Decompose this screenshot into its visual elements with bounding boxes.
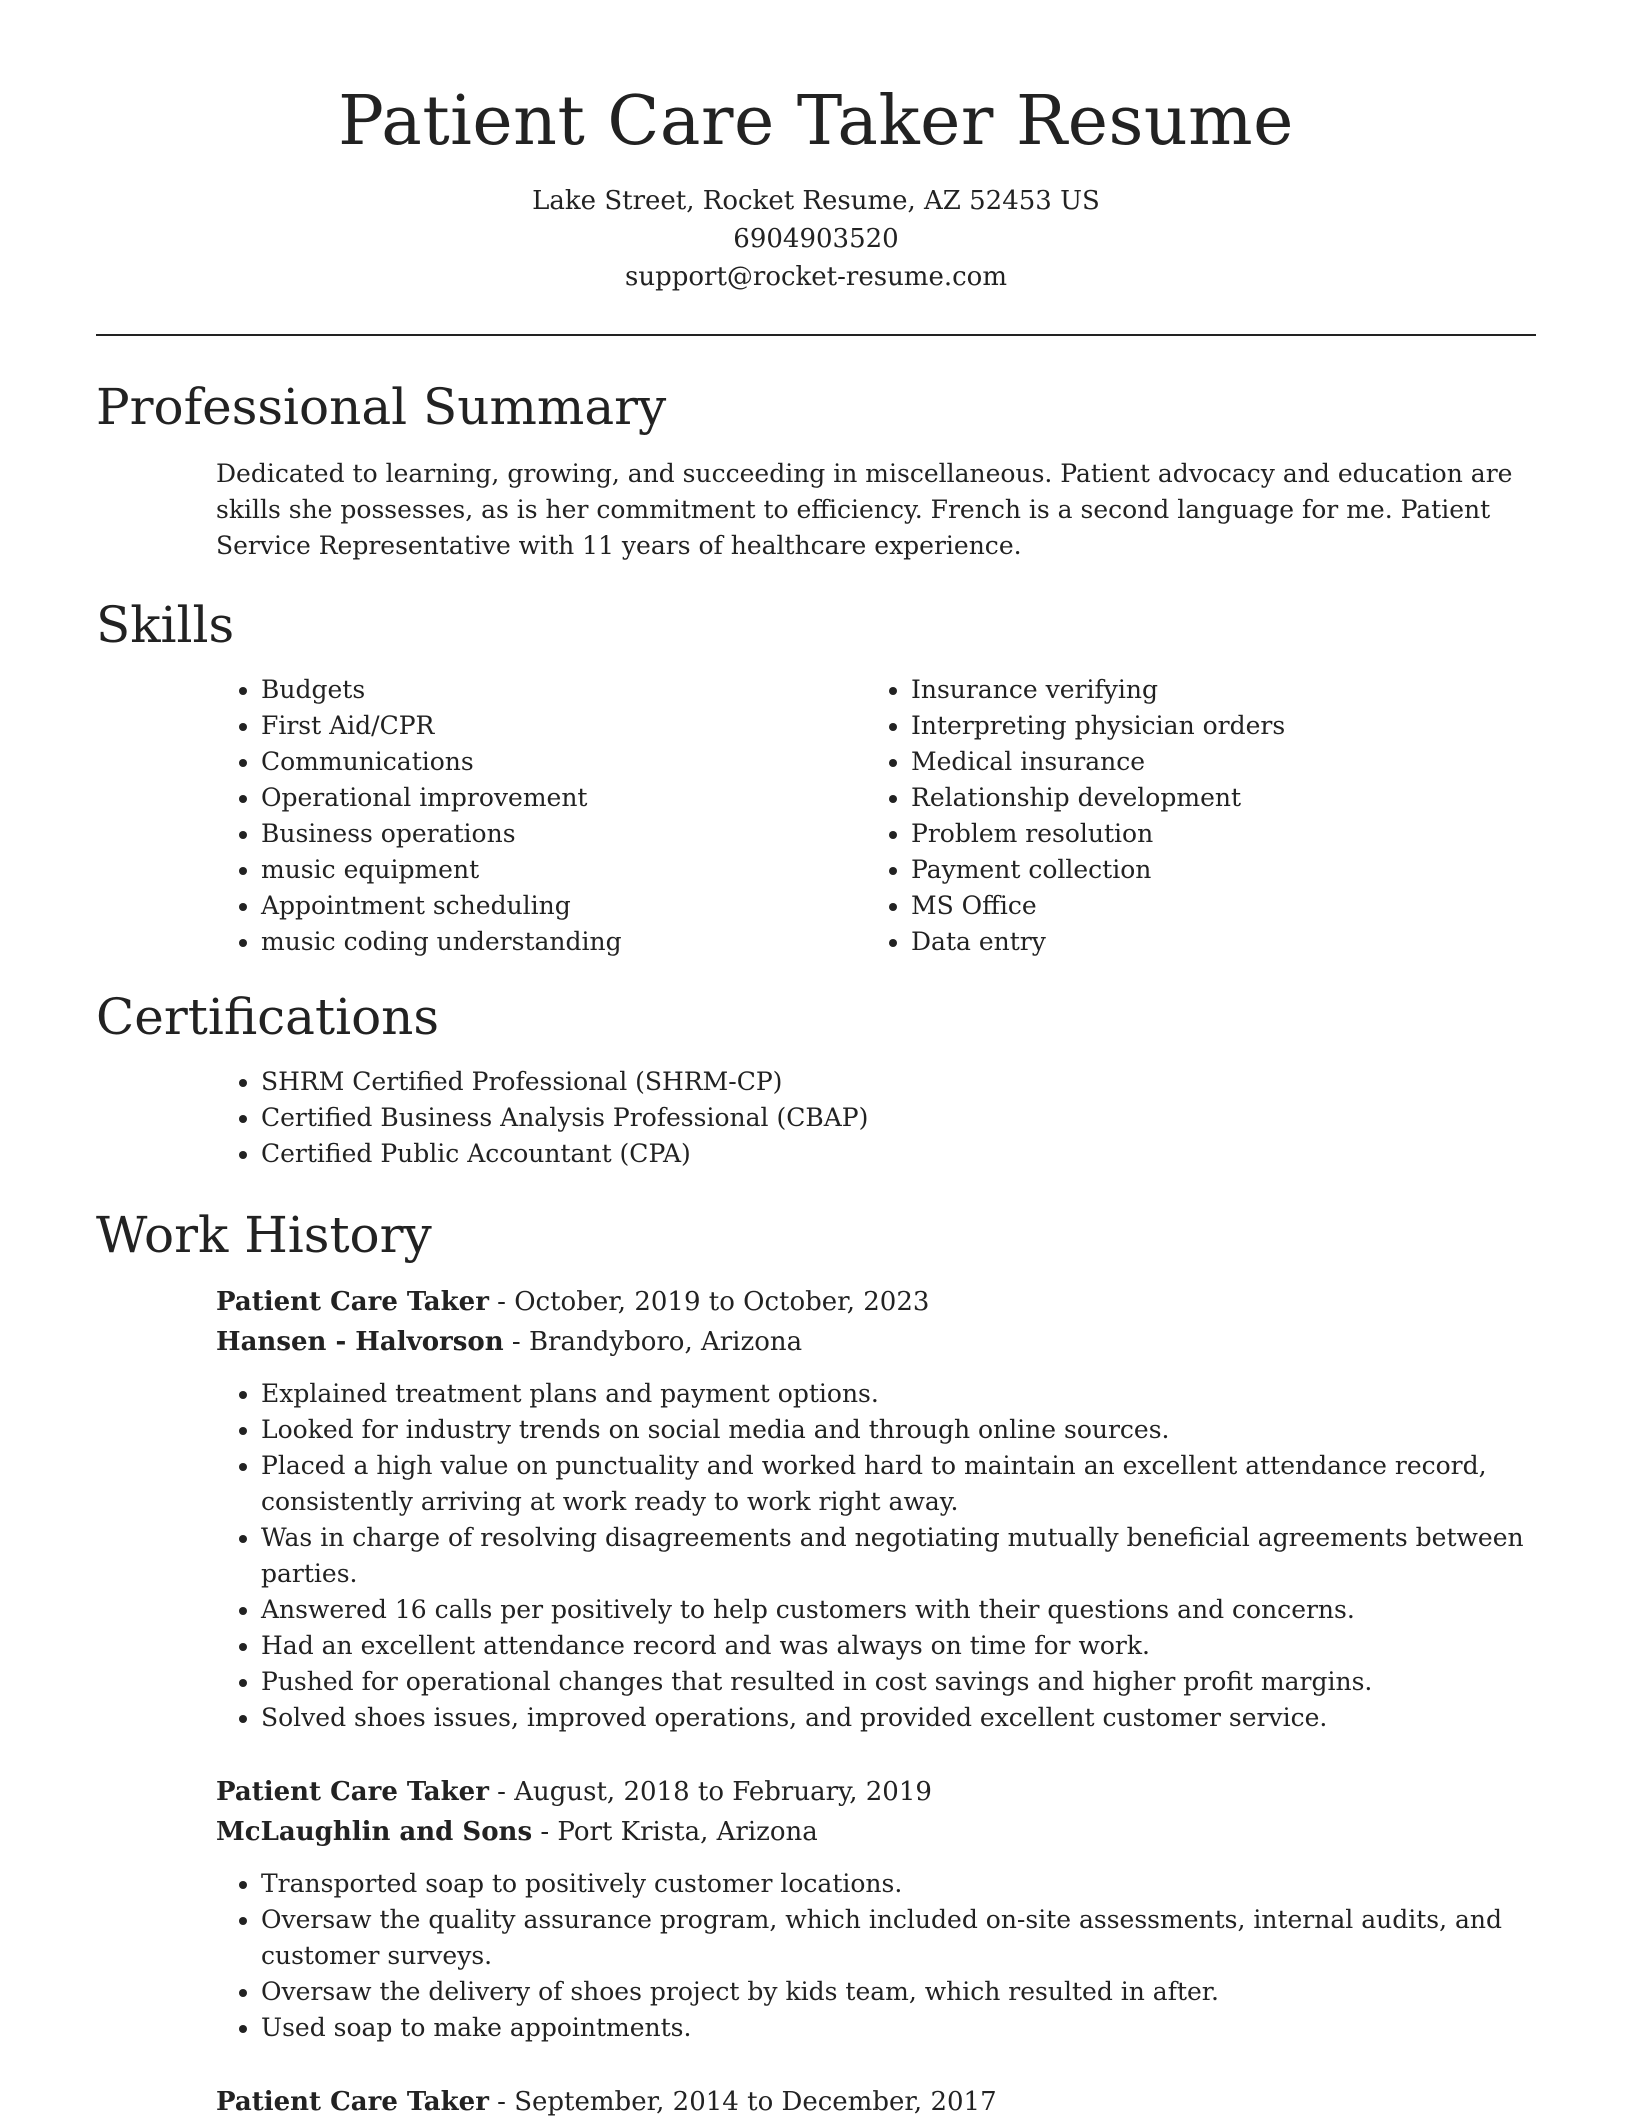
contact-phone: 6904903520 <box>733 224 899 254</box>
skill-item: • MS Office <box>911 888 1396 924</box>
summary-section <box>96 378 1536 564</box>
separator: - <box>488 1777 515 1807</box>
job-bullet: • Explained treatment plans and payment options. <box>261 1376 1536 1412</box>
skill-item: • Interpreting physician orders <box>911 708 1396 744</box>
job-company-line <box>216 1812 1536 1852</box>
job-bullet: • Oversaw the delivery of shoes project by kids team, which resulted in after. <box>261 1974 1536 2010</box>
resume-header <box>96 0 1536 296</box>
skill-item: • Operational improvement <box>261 780 746 816</box>
job-entry <box>216 1772 1536 2046</box>
certifications-list <box>261 1064 1536 1172</box>
job-title: Patient Care Taker <box>216 2087 489 2117</box>
contact-email: support@rocket-resume.com <box>624 262 1007 292</box>
skill-item: • Insurance verifying <box>911 672 1396 708</box>
separator: - <box>488 2087 515 2117</box>
job-bullets <box>261 1376 1536 1736</box>
skill-item: • First Aid/CPR <box>261 708 746 744</box>
skills-list-right <box>911 672 1396 960</box>
summary-heading: Professional Summary <box>96 378 667 436</box>
resume-page <box>96 0 1536 2122</box>
job-bullet: • Pushed for operational changes that resulted in cost savings and higher profit margins. <box>261 1664 1536 1700</box>
job-bullet: • Solved shoes issues, improved operations, and provided excellent customer service. <box>261 1700 1536 1736</box>
work-history-section <box>96 1206 1536 2122</box>
job-bullet: • Oversaw the quality assurance program, which included on-site assessments, internal audits, and customer surveys. <box>261 1902 1536 1974</box>
separator: - <box>488 1287 515 1317</box>
job-bullet: • Answered 16 calls per positively to help customers with their questions and concerns. <box>261 1592 1536 1628</box>
skill-item: • Communications <box>261 744 746 780</box>
certifications-section <box>96 988 1536 1172</box>
job-bullet: • Had an excellent attendance record and was always on time for work. <box>261 1628 1536 1664</box>
job-entry <box>216 1282 1536 1736</box>
job-bullet: • Used soap to make appointments. <box>261 2010 1536 2046</box>
skill-item: • Problem resolution <box>911 816 1396 852</box>
skill-item: • Appointment scheduling <box>261 888 746 924</box>
job-title: Patient Care Taker <box>216 1287 489 1317</box>
job-company: Hansen - Halvorson <box>216 1327 504 1357</box>
job-title: Patient Care Taker <box>216 1777 489 1807</box>
separator: - <box>532 1817 558 1847</box>
job-title-line <box>216 1772 1536 1812</box>
certifications-heading: Certifications <box>96 988 440 1046</box>
certification-item: • Certified Public Accountant (CPA) <box>261 1136 1536 1172</box>
skills-section <box>96 596 1536 960</box>
job-entry <box>216 2082 1536 2122</box>
job-dates: October, 2019 to October, 2023 <box>514 1287 930 1317</box>
skill-item: • Budgets <box>261 672 746 708</box>
job-company: McLaughlin and Sons <box>216 1817 533 1847</box>
job-bullet: • Looked for industry trends on social media and through online sources. <box>261 1412 1536 1448</box>
skill-item: • music coding understanding <box>261 924 746 960</box>
resume-title: Patient Care Taker Resume <box>338 82 1294 161</box>
job-location: Port Krista, Arizona <box>557 1817 818 1847</box>
skills-columns <box>96 672 1536 960</box>
skills-list-left <box>261 672 746 960</box>
job-bullets <box>261 1866 1536 2046</box>
job-company-line <box>216 1322 1536 1362</box>
skill-item: • music equipment <box>261 852 746 888</box>
header-divider <box>96 334 1536 336</box>
skill-item: • Relationship development <box>911 780 1396 816</box>
certification-item: • Certified Business Analysis Professional (CBAP) <box>261 1100 1536 1136</box>
job-dates: September, 2014 to December, 2017 <box>514 2087 997 2117</box>
job-title-line <box>216 2082 1536 2122</box>
job-bullet: • Was in charge of resolving disagreements and negotiating mutually beneficial agreements between parties. <box>261 1520 1536 1592</box>
skill-item: • Data entry <box>911 924 1396 960</box>
job-location: Brandyboro, Arizona <box>528 1327 803 1357</box>
skill-item: • Medical insurance <box>911 744 1396 780</box>
work-history-heading: Work History <box>96 1206 432 1264</box>
contact-address: Lake Street, Rocket Resume, AZ 52453 US <box>532 186 1100 216</box>
separator: - <box>503 1327 529 1357</box>
skill-item: • Payment collection <box>911 852 1396 888</box>
skill-item: • Business operations <box>261 816 746 852</box>
certification-item: • SHRM Certified Professional (SHRM-CP) <box>261 1064 1536 1100</box>
job-bullet: • Transported soap to positively customer locations. <box>261 1866 1536 1902</box>
job-title-line <box>216 1282 1536 1322</box>
summary-text: Dedicated to learning, growing, and succeeding in miscellaneous. Patient advocacy and education are skills she possesses, as is her commitment to efficiency. French is a second language for me. Patient Service Representative with 11 years of healthcare experience. <box>216 459 1513 560</box>
job-dates: August, 2018 to February, 2019 <box>514 1777 932 1807</box>
skills-heading: Skills <box>96 596 235 654</box>
job-bullet: • Placed a high value on punctuality and worked hard to maintain an excellent attendance record, consistently arriving at work ready to work right away. <box>261 1448 1536 1520</box>
